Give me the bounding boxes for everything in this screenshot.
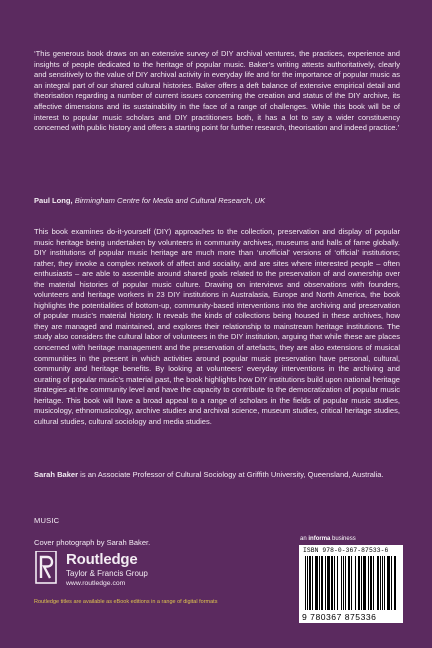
barcode-bar	[373, 556, 374, 610]
barcode-bar	[341, 556, 342, 610]
publisher-group: Taylor & Francis Group	[66, 569, 148, 578]
barcode-bars-icon	[303, 556, 399, 612]
barcode-bar	[351, 556, 352, 610]
author-bio	[34, 470, 400, 481]
barcode-bar	[345, 556, 346, 610]
barcode-bar	[355, 556, 356, 610]
barcode-bar	[319, 556, 320, 610]
barcode-bar	[325, 556, 326, 610]
barcode-bar	[358, 556, 360, 610]
publisher-name: Routledge	[66, 551, 138, 568]
author-bio-text: is an Associate Professor of Cultural Sociology at Griffith University, Queensland, Australia.	[78, 470, 384, 479]
routledge-logo-icon	[34, 551, 58, 585]
barcode-bar	[363, 556, 366, 610]
quote-author: Paul Long,	[34, 196, 73, 205]
barcode-bar	[305, 556, 306, 610]
barcode-bar	[387, 556, 390, 610]
informa-suffix: business	[332, 536, 356, 542]
publisher-logo	[34, 551, 214, 591]
informa-prefix: an	[300, 536, 307, 542]
isbn-number: ISBN 978-0-367-87533-6	[303, 547, 389, 554]
informa-brand: informa	[308, 536, 331, 542]
quote-affiliation: Birmingham Centre for Media and Cultural Research, UK	[74, 196, 266, 205]
barcode-bar	[337, 556, 338, 610]
publisher-url: www.routledge.com	[66, 580, 126, 587]
barcode-bar	[327, 556, 330, 610]
barcode-bar	[348, 556, 350, 610]
barcode-bar	[382, 556, 383, 610]
barcode-bar	[312, 556, 313, 610]
barcode-bar	[321, 556, 323, 610]
subject-category: MUSIC	[34, 516, 60, 525]
isbn-barcode	[299, 545, 403, 623]
barcode-bar	[391, 556, 392, 610]
barcode-bar	[368, 556, 369, 610]
book-description	[34, 227, 400, 427]
informa-business-label	[300, 536, 356, 542]
quote-text: ‘This generous book draws on an extensive survey of DIY archival ventures, the practices, experience and insights of people dedicated to the heritage of popular music. Baker’s writing attests authoritatively, clearly and sensitively to the value of DIY archival activity in everyday life and for the importance of popular music as an integral part of our shared cultural histories. Baker offers a deft balance of extensive empirical detail and theorisation regarding a number of current issues concerning the creation and status of the DIY archive, its affective dimensions and its sustainability in the face of a range of challenges. While this book will be of interest to popular music scholars and DIY practitioners both, it has a lot to say a wider constituency concerned with public history and offers a starting point for further research, theorisation and indeed practice.’	[34, 49, 400, 133]
barcode-bar	[370, 556, 372, 610]
barcode-bar	[384, 556, 385, 610]
barcode-bar	[377, 556, 379, 610]
ean-number: 9 780367 875336	[302, 612, 377, 622]
barcode-bar	[334, 556, 335, 610]
quote-attribution	[34, 196, 400, 207]
barcode-bar	[380, 556, 381, 610]
ebook-note: Routledge titles are available as eBook editions in a range of digital formats	[34, 599, 218, 605]
barcode-bar	[394, 556, 396, 610]
barcode-bar	[309, 556, 311, 610]
barcode-bar	[343, 556, 344, 610]
photo-credit: Cover photograph by Sarah Baker.	[34, 538, 151, 547]
author-name: Sarah Baker	[34, 470, 79, 479]
barcode-bar	[331, 556, 333, 610]
barcode-bar	[307, 556, 308, 610]
barcode-bar	[361, 556, 362, 610]
description-text: This book examines do-it-yourself (DIY) approaches to the collection, preservation and display of popular music heritage being undertaken by volunteers in community archives, museums and halls of fame globally. DIY institutions of popular music heritage are much more than ‘unofficial’ versions of ‘official’ institutions; rather, they invoke a complex network of affect and sociality, and are sites where interested people – often enthusiasts – are able to assemble around shared goals related to the preservation of and ownership over the material histories of popular music culture. Drawing on interviews and observations with founders, volunteers and heritage workers in 23 DIY institutions in Australasia, Europe and North America, the book highlights the potentialities of bottom-up, community-based interventions into the archiving and preservation of popular music’s material history. It reveals the kinds of collections being housed in these archives, how they are managed and maintained, and explores their relationship to mainstream heritage institutions. The study also considers the cultural labor of volunteers in the DIY institution, arguing that while these are places concerned with heritage management and the preservation of artefacts, they are also extensions of musical communities in the present in which activities around popular music preservation have personal, cultural, community and heritage benefits. By looking at volunteers’ everyday interventions in the archiving and curating of popular music’s material past, the book highlights how DIY institutions build upon national heritage strategies at the community level and have the capacity to contribute to the democratization of popular music heritage. This book will have a broad appeal to a range of scholars in the fields of popular music studies, musicology, ethnomusicology, archive studies and archival science, museum studies, critical heritage studies, cultural studies, cultural sociology and media studies.	[34, 227, 400, 426]
barcode-bar	[315, 556, 318, 610]
endorsement-quote	[34, 49, 400, 134]
